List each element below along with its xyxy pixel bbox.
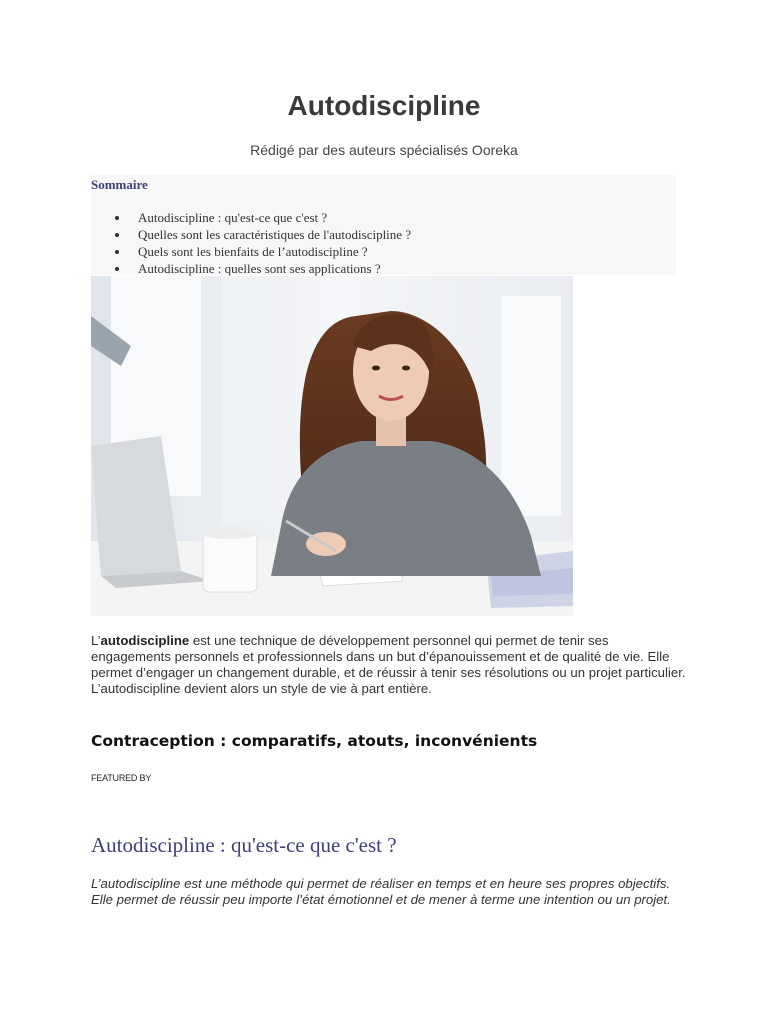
table-of-contents xyxy=(91,175,676,275)
toc-item-label: Quelles sont les caractéristiques de l'autodiscipline ? xyxy=(138,227,412,242)
toc-item[interactable] xyxy=(91,260,411,277)
toc-heading: Sommaire xyxy=(91,177,148,192)
toc-item-label: Autodiscipline : qu'est-ce que c'est ? xyxy=(138,210,328,225)
intro-paragraph xyxy=(91,633,691,697)
author-byline: Rédigé par des auteurs spécialisés Ooreka xyxy=(250,142,518,158)
page-title: Autodiscipline xyxy=(287,90,481,121)
sponsored-link[interactable]: Contraception : comparatifs, atouts, inconvénients xyxy=(91,732,538,750)
toc-item[interactable] xyxy=(91,226,411,243)
toc-item[interactable] xyxy=(91,243,411,260)
intro-keyword: autodiscipline xyxy=(100,633,190,648)
bullet-icon xyxy=(115,233,119,237)
intro-text: est une technique de développement personnel qui permet de tenir ses engagements personnels et professionnels dans un but d’épanouissement et de qualité de vie. Elle permet d’engager un changement durable, et de réussir à tenir ses résolutions ou un projet particulier. L’autodiscipline devient alors un style de vie à part entière. xyxy=(91,633,686,696)
bullet-icon xyxy=(115,250,119,254)
intro-prefix: L’ xyxy=(91,633,101,648)
toc-item-label: Autodiscipline : quelles sont ses applications ? xyxy=(138,261,381,276)
woman-at-desk-photo-icon xyxy=(91,276,573,616)
featured-by-label: FEATURED BY xyxy=(91,773,152,783)
article-photo xyxy=(91,276,573,616)
bullet-icon xyxy=(115,216,119,220)
toc-item-label: Quels sont les bienfaits de l’autodiscipline ? xyxy=(138,244,368,259)
section-heading: Autodiscipline : qu'est-ce que c'est ? xyxy=(91,833,397,857)
toc-item[interactable] xyxy=(91,209,411,226)
section-paragraph: L’autodiscipline est une méthode qui permet de réaliser en temps et en heure ses propres objectifs. Elle permet de réussir peu importe l’état émotionnel et de mener à terme une intention ou un projet. xyxy=(91,876,671,907)
bullet-icon xyxy=(115,267,119,271)
toc-list xyxy=(91,209,411,277)
